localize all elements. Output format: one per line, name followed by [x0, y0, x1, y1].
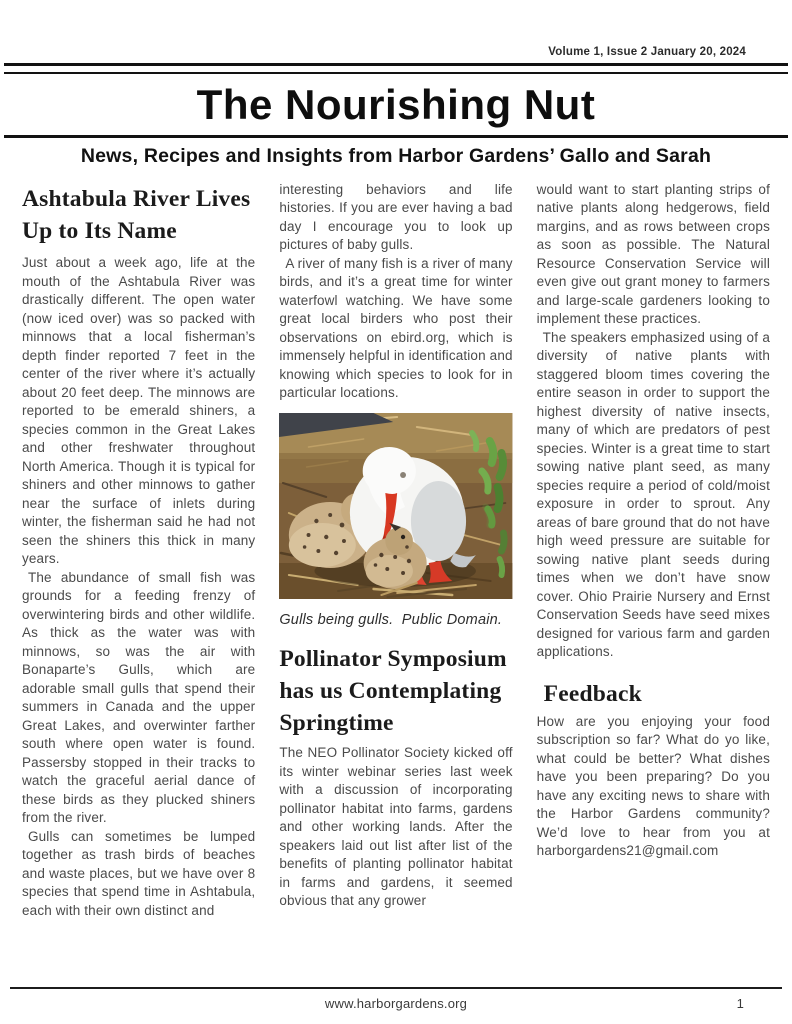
pollinator-body-continued [537, 181, 770, 662]
paragraph: Just about a week ago, life at the mouth of the Ashtabula River was drastically different. The open water (now iced over) was so packed with minnows that a local fisherman’s depth finder reported 7 feet in the center of the river where it’s actually about 20 feet deep. The minnows are reported to be emerald shiners, a species common in the Great Lakes and other freshwater throughout North America. Though it is typical for shiners and other minnows to gather near the surface of inlets during winter, the fisherman said he had not seen the shiners this thick in many years. [22, 255, 256, 567]
ashtabula-body-continued [279, 181, 512, 403]
column-2 [279, 181, 512, 981]
page-footer [0, 987, 792, 1011]
paragraph: Gulls can sometimes be lumped together as trash birds of beaches and waste places, but we have over 8 species that spend time in Ashtabula, each with their own distinct and [22, 828, 256, 918]
ashtabula-body [22, 254, 255, 920]
pollinator-body [279, 744, 512, 911]
newsletter-title: The Nourishing Nut [196, 80, 596, 128]
paragraph: A river of many fish is a river of many birds, and it’s a great time for winter waterfowl watching. We have some great local birders who post their observations on ebird.org, which is immensely helpful in identification and knowing which species to look for in particular locations. [279, 255, 513, 401]
paragraph: would want to start planting strips of native plants along hedgerows, field margins, and as rows between crops as soon as possible. The Natural Resource Conservation Service will even give out grant money to farmers and large-scale gardeners looking to implement these practices. [536, 181, 770, 327]
article-columns [0, 181, 792, 981]
paragraph: The NEO Pollinator Society kicked off its winter webinar series last week with a discussion of incorporating pollinator habitat into farms, gardens and other working lands. After the speakers laid out list after list of the benefits of planting pollinator habitat in farms and gardens, it seemed obvious that any grower [279, 745, 513, 909]
paragraph: The speakers emphasized using of a diversity of native plants with staggered bloom times covering the entire season in order to support the highest diversity of native insects, many of which are predators of pest species. Winter is a great time to start sowing native plant seed, as many species require a period of cold/moist exposure in order to sprout. Any areas of bare ground that do not have high weed pressure are suitable for sowing native plant seeds during times when we don’t have snow cover. Ohio Prairie Nursery and Ernst Conservation Seeds have seed mixes designed for various farm and garden applications. [536, 329, 770, 660]
feedback-headline: Feedback [543, 680, 642, 707]
header-rule-thick [4, 63, 788, 66]
footer-website: www.harborgardens.org [324, 996, 468, 1011]
title-rule [4, 135, 788, 138]
column-1 [22, 181, 255, 981]
gulls-photo-figure [279, 413, 512, 628]
newsletter-subtitle: News, Recipes and Insights from Harbor Gardens’ Gallo and Sarah [80, 144, 712, 167]
footer-rule [10, 987, 782, 989]
photo-caption: Gulls being gulls. Public Domain. [279, 611, 503, 628]
gull-with-chicks-photo [279, 413, 512, 599]
pollinator-headline: Pollinator Symposium has us Contemplating Springtime [279, 645, 507, 737]
paragraph: interesting behaviors and life histories. If you are ever having a bad day I encourage you to look up pictures of baby gulls. [279, 181, 513, 253]
paragraph: How are you enjoying your food subscription so far? What do yo like, what could be better? What dishes have you been preparing? Do you have any exciting news to share with the Harbor Gardens community? We’d love to hear from you at harborgardens21@gmail.com [536, 713, 770, 859]
ashtabula-headline: Ashtabula River Lives Up to Its Name [22, 185, 251, 244]
page-number: 1 [736, 996, 744, 1011]
column-3 [537, 181, 770, 981]
feedback-body [537, 713, 770, 861]
issue-date-line: Volume 1, Issue 2 January 20, 2024 [548, 46, 746, 58]
masthead-header [0, 46, 792, 168]
header-rule-thin [4, 72, 788, 74]
paragraph: The abundance of small fish was grounds for a feeding frenzy of overwintering birds and other wildlife. As thick as the water was with minnows, so was the air with Bonaparte’s Gulls, which are adorable small gulls that spend their summers in Canada and the upper Great Lakes, and overwinter farther south where open water is found. Passersby stopped in their tracks to watch the graceful aerial dance of these birds as they plucked shiners from the river. [22, 569, 256, 826]
